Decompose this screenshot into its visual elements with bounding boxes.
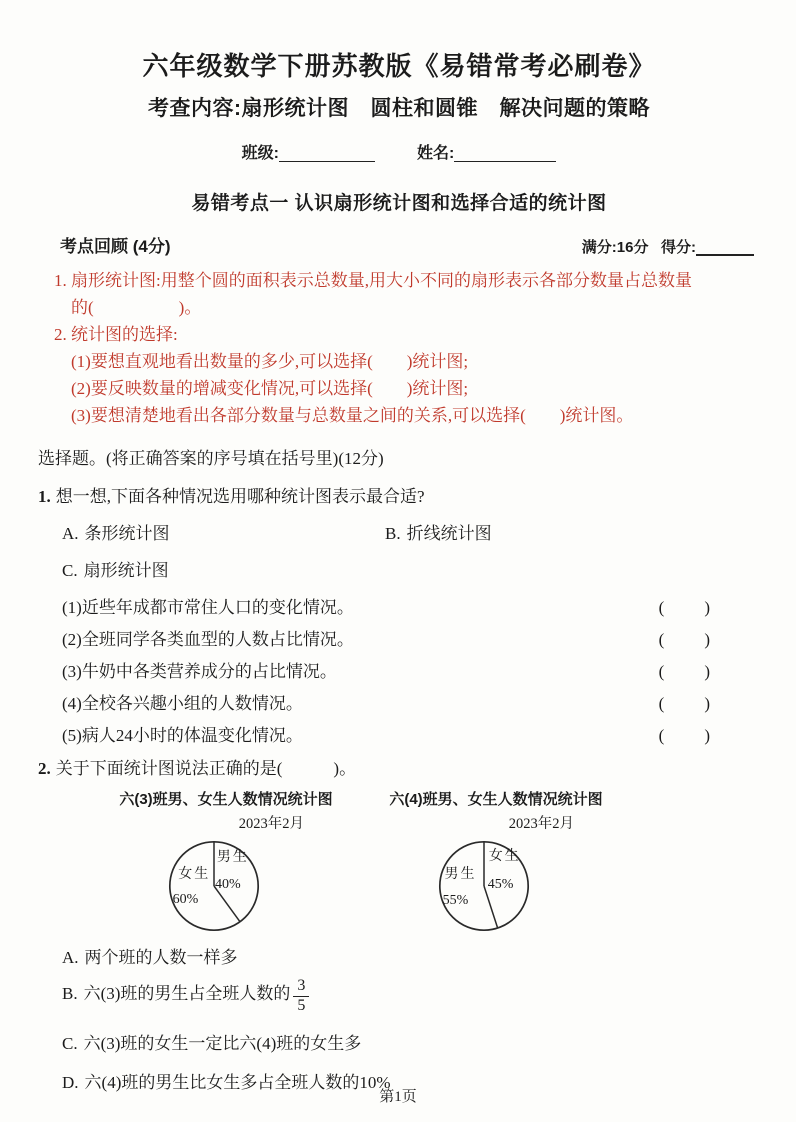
option-a-text: 条形统计图 xyxy=(84,524,170,543)
option-b-text: 六(3)班的男生占全班人数的 xyxy=(83,983,291,1003)
question-1-item-2 xyxy=(62,625,760,649)
option-c xyxy=(62,556,169,581)
pie-chart-title: 六(3)班男、女生人数情况统计图 xyxy=(119,791,333,808)
item-text: (4)全校各兴趣小组的人数情况。 xyxy=(62,694,303,713)
slice-label-boys: 男生 xyxy=(444,867,477,883)
question-1-item-1 xyxy=(62,593,760,617)
slice-pct-girls: 60% xyxy=(172,891,199,907)
pie-charts-row xyxy=(108,788,760,933)
score-label: 得分: xyxy=(661,239,696,256)
slice-pct-boys: 55% xyxy=(442,892,469,908)
page-subtitle: 考查内容:扇形统计图 圆柱和圆锥 解决问题的策略 xyxy=(148,97,650,120)
option-a-label: A. xyxy=(62,524,79,543)
pie-figure xyxy=(167,839,261,933)
question-1-item-4 xyxy=(62,689,760,713)
question-2-option-a xyxy=(62,943,760,968)
note-line: 的( )。 xyxy=(71,298,202,317)
option-d-text: 六(4)班的男生比女生多占全班人数的10% xyxy=(84,1072,391,1092)
slice-pct-girls: 45% xyxy=(487,876,514,892)
note-line: 2. 统计图的选择: xyxy=(54,325,178,344)
review-notes xyxy=(54,267,760,429)
fraction-numerator: 3 xyxy=(293,978,309,997)
answer-bracket[interactable]: ( ) xyxy=(658,694,712,713)
option-c-label: C. xyxy=(62,1033,78,1053)
note-line: (3)要想清楚地看出各部分数量与总数量之间的关系,可以选择( )统计图。 xyxy=(71,406,634,425)
question-1-number: 1. xyxy=(38,487,51,506)
item-text: (3)牛奶中各类营养成分的占比情况。 xyxy=(62,662,337,681)
note-line: (1)要想直观地看出数量的多少,可以选择( )统计图; xyxy=(71,352,469,371)
option-b-text: 折线统计图 xyxy=(406,524,492,543)
option-a-label: A. xyxy=(62,948,79,967)
option-c-text: 扇形统计图 xyxy=(83,561,169,580)
pie-chart-class-6-4 xyxy=(378,788,614,933)
question-2-text: 关于下面统计图说法正确的是( )。 xyxy=(55,759,357,778)
option-b-label: B. xyxy=(62,983,78,1003)
review-title: 考点回顾 (4分) xyxy=(60,237,171,256)
item-text: (5)病人24小时的体温变化情况。 xyxy=(62,726,303,745)
fraction-three-fifths xyxy=(293,978,309,1015)
question-1-item-5 xyxy=(62,721,760,745)
answer-bracket[interactable]: ( ) xyxy=(658,630,712,649)
option-c-label: C. xyxy=(62,561,78,580)
question-2-option-b xyxy=(62,978,760,1015)
option-a xyxy=(62,519,385,544)
answer-bracket[interactable]: ( ) xyxy=(658,662,712,681)
page-title: 六年级数学下册苏教版《易错常考必刷卷》 xyxy=(142,51,656,81)
option-d-label: D. xyxy=(62,1072,79,1092)
question-1-item-3 xyxy=(62,657,760,681)
pie-chart-date: 2023年2月 xyxy=(508,816,574,832)
item-text: (1)近些年成都市常住人口的变化情况。 xyxy=(62,598,354,617)
answer-bracket[interactable]: ( ) xyxy=(658,726,712,745)
name-blank-field[interactable] xyxy=(454,146,556,162)
question-1-options-row-2 xyxy=(62,556,760,581)
score-blank-field[interactable] xyxy=(696,241,754,256)
pie-chart-class-6-3 xyxy=(108,788,344,933)
slice-label-girls: 女生 xyxy=(178,867,211,883)
review-score-row xyxy=(38,232,760,257)
item-text: (2)全班同学各类血型的人数占比情况。 xyxy=(62,630,354,649)
multiple-choice-intro: 选择题。(将正确答案的序号填在括号里)(12分) xyxy=(38,449,384,468)
question-1-text: 想一想,下面各种情况选用哪种统计图表示最合适? xyxy=(55,487,425,506)
question-2-option-c xyxy=(62,1029,760,1054)
slice-label-girls: 女生 xyxy=(488,849,521,865)
question-1-options-row-1 xyxy=(62,519,760,544)
section-heading: 易错考点一 认识扇形统计图和选择合适的统计图 xyxy=(191,193,607,214)
question-2-number: 2. xyxy=(38,759,51,778)
score-area xyxy=(582,236,754,257)
class-label: 班级: xyxy=(241,145,279,162)
question-2 xyxy=(38,754,760,779)
option-a-text: 两个班的人数一样多 xyxy=(84,948,238,967)
option-c-text: 六(3)班的女生一定比六(4)班的女生多 xyxy=(83,1033,362,1053)
pie-figure xyxy=(437,839,531,933)
student-info-line xyxy=(38,140,760,163)
slice-label-boys: 男生 xyxy=(216,850,249,866)
class-blank-field[interactable] xyxy=(279,146,375,162)
pie-chart-date: 2023年2月 xyxy=(238,816,304,832)
option-b xyxy=(385,519,492,544)
question-1 xyxy=(38,482,760,507)
name-label: 姓名: xyxy=(417,145,455,162)
page-number: 第1页 xyxy=(379,1089,417,1105)
option-b-label: B. xyxy=(385,524,401,543)
slice-pct-boys: 40% xyxy=(214,876,241,892)
full-score-label: 满分:16分 xyxy=(581,239,649,256)
note-line: 1. 扇形统计图:用整个圆的面积表示总数量,用大小不同的扇形表示各部分数量占总数量 xyxy=(54,271,692,290)
fraction-denominator: 5 xyxy=(297,996,306,1014)
pie-chart-title: 六(4)班男、女生人数情况统计图 xyxy=(389,791,603,808)
answer-bracket[interactable]: ( ) xyxy=(658,598,712,617)
note-line: (2)要反映数量的增减变化情况,可以选择( )统计图; xyxy=(71,379,469,398)
